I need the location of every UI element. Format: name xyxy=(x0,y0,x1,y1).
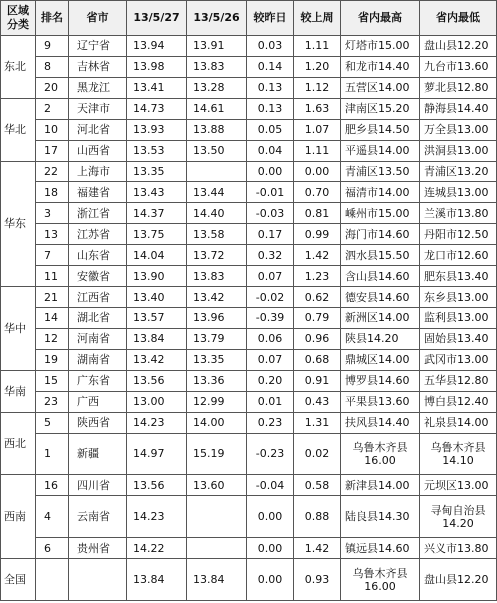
cell-vs-yesterday: 0.20 xyxy=(247,370,294,391)
cell-province: 安徽省 xyxy=(69,266,127,287)
cell-vs-last-week: 0.88 xyxy=(294,496,341,538)
cell-vs-last-week: 1.42 xyxy=(294,538,341,559)
table-row xyxy=(1,328,497,349)
cell-province: 四川省 xyxy=(69,475,127,496)
cell-vs-last-week: 0.58 xyxy=(294,475,341,496)
cell-highest: 扶风县14.40 xyxy=(341,412,420,433)
cell-highest: 和龙市14.40 xyxy=(341,56,420,77)
cell-province: 陕西省 xyxy=(69,412,127,433)
cell-vs-last-week: 1.63 xyxy=(294,98,341,119)
cell-vs-yesterday: 0.01 xyxy=(247,391,294,412)
cell-rank: 11 xyxy=(36,266,69,287)
cell-vs-yesterday: 0.07 xyxy=(247,266,294,287)
cell-lowest: 萝北县12.80 xyxy=(420,77,497,98)
cell-0527: 13.93 xyxy=(127,119,187,140)
cell-lowest: 监利县13.00 xyxy=(420,307,497,328)
table-row xyxy=(1,307,497,328)
cell-highest: 平遥县14.00 xyxy=(341,140,420,161)
cell-province: 黑龙江 xyxy=(69,77,127,98)
region-cell: 华东 xyxy=(1,161,36,287)
cell-0527: 13.94 xyxy=(127,36,187,57)
cell-0527: 14.04 xyxy=(127,245,187,266)
cell-0527: 13.98 xyxy=(127,56,187,77)
national-region-cell: 全国 xyxy=(1,559,36,601)
cell-vs-last-week: 0.43 xyxy=(294,391,341,412)
cell-vs-yesterday: 0.32 xyxy=(247,245,294,266)
cell-lowest: 洪洞县13.00 xyxy=(420,140,497,161)
cell-0526: 13.60 xyxy=(187,475,247,496)
cell-highest: 平果县13.60 xyxy=(341,391,420,412)
cell-0527: 14.97 xyxy=(127,433,187,475)
cell-0527: 14.73 xyxy=(127,98,187,119)
cell-vs-yesterday: -0.04 xyxy=(247,475,294,496)
cell-province xyxy=(69,559,127,601)
cell-0526 xyxy=(187,161,247,182)
cell-0527: 13.75 xyxy=(127,224,187,245)
cell-province: 福建省 xyxy=(69,182,127,203)
cell-lowest: 元坝区13.00 xyxy=(420,475,497,496)
cell-rank: 14 xyxy=(36,307,69,328)
table-row xyxy=(1,119,497,140)
cell-0526: 13.91 xyxy=(187,36,247,57)
table-row xyxy=(1,182,497,203)
cell-province: 山东省 xyxy=(69,245,127,266)
cell-0526: 14.61 xyxy=(187,98,247,119)
cell-vs-yesterday: 0.04 xyxy=(247,140,294,161)
cell-vs-last-week: 1.31 xyxy=(294,412,341,433)
cell-lowest: 万全县13.00 xyxy=(420,119,497,140)
cell-vs-yesterday: -0.01 xyxy=(247,182,294,203)
cell-0526: 13.88 xyxy=(187,119,247,140)
cell-province: 湖北省 xyxy=(69,307,127,328)
cell-province: 江西省 xyxy=(69,287,127,308)
cell-province: 新疆 xyxy=(69,433,127,475)
cell-0527: 13.84 xyxy=(127,559,187,601)
cell-0527: 14.23 xyxy=(127,496,187,538)
table-body xyxy=(1,36,497,601)
cell-highest: 新津县14.00 xyxy=(341,475,420,496)
cell-0526 xyxy=(187,496,247,538)
cell-province: 云南省 xyxy=(69,496,127,538)
cell-lowest: 龙口市12.60 xyxy=(420,245,497,266)
cell-vs-yesterday: 0.13 xyxy=(247,98,294,119)
cell-vs-yesterday: -0.23 xyxy=(247,433,294,475)
table-row xyxy=(1,203,497,224)
cell-lowest: 固始县13.40 xyxy=(420,328,497,349)
cell-vs-yesterday: 0.00 xyxy=(247,161,294,182)
cell-0527: 13.90 xyxy=(127,266,187,287)
table-row xyxy=(1,140,497,161)
cell-0527: 13.53 xyxy=(127,140,187,161)
cell-0527: 13.56 xyxy=(127,475,187,496)
cell-vs-last-week: 0.68 xyxy=(294,349,341,370)
cell-lowest: 盘山县12.20 xyxy=(420,36,497,57)
cell-lowest: 五华县12.80 xyxy=(420,370,497,391)
cell-0526: 13.83 xyxy=(187,266,247,287)
cell-vs-last-week: 0.91 xyxy=(294,370,341,391)
cell-vs-yesterday: 0.17 xyxy=(247,224,294,245)
cell-0526: 13.36 xyxy=(187,370,247,391)
cell-vs-last-week: 1.11 xyxy=(294,36,341,57)
cell-highest: 陕县14.20 xyxy=(341,328,420,349)
cell-highest: 五营区14.00 xyxy=(341,77,420,98)
table-row xyxy=(1,538,497,559)
cell-lowest: 寻甸自治县 14.20 xyxy=(420,496,497,538)
region-cell: 西南 xyxy=(1,475,36,559)
cell-vs-last-week: 0.93 xyxy=(294,559,341,601)
cell-highest: 青浦区13.50 xyxy=(341,161,420,182)
cell-province: 山西省 xyxy=(69,140,127,161)
cell-highest: 新洲区14.00 xyxy=(341,307,420,328)
cell-highest: 灯塔市15.00 xyxy=(341,36,420,57)
cell-highest: 乌鲁木齐县 16.00 xyxy=(341,559,420,601)
cell-province: 河北省 xyxy=(69,119,127,140)
table-row xyxy=(1,224,497,245)
cell-rank: 22 xyxy=(36,161,69,182)
header-vs-yesterday: 较昨日 xyxy=(247,1,294,36)
header-date-0526: 13/5/26 xyxy=(187,1,247,36)
cell-lowest: 盘山县12.20 xyxy=(420,559,497,601)
cell-rank: 21 xyxy=(36,287,69,308)
cell-province: 浙江省 xyxy=(69,203,127,224)
cell-highest: 陆良县14.30 xyxy=(341,496,420,538)
cell-vs-last-week: 1.42 xyxy=(294,245,341,266)
table-row xyxy=(1,496,497,538)
cell-vs-last-week: 0.62 xyxy=(294,287,341,308)
cell-rank xyxy=(36,559,69,601)
cell-lowest: 静海县14.40 xyxy=(420,98,497,119)
cell-vs-yesterday: 0.13 xyxy=(247,77,294,98)
cell-0526: 13.44 xyxy=(187,182,247,203)
cell-rank: 7 xyxy=(36,245,69,266)
cell-rank: 19 xyxy=(36,349,69,370)
cell-0526: 13.28 xyxy=(187,77,247,98)
cell-vs-yesterday: -0.02 xyxy=(247,287,294,308)
table-row xyxy=(1,287,497,308)
region-cell: 华北 xyxy=(1,98,36,161)
cell-province: 吉林省 xyxy=(69,56,127,77)
cell-0526: 13.35 xyxy=(187,349,247,370)
cell-province: 广西 xyxy=(69,391,127,412)
cell-lowest: 东乡县13.00 xyxy=(420,287,497,308)
header-province: 省市 xyxy=(69,1,127,36)
cell-rank: 10 xyxy=(36,119,69,140)
cell-vs-last-week: 0.81 xyxy=(294,203,341,224)
header-row xyxy=(1,1,497,36)
cell-vs-yesterday: 0.00 xyxy=(247,496,294,538)
cell-rank: 3 xyxy=(36,203,69,224)
cell-highest: 福清市14.00 xyxy=(341,182,420,203)
cell-province: 江苏省 xyxy=(69,224,127,245)
cell-lowest: 武冈市13.00 xyxy=(420,349,497,370)
cell-0527: 13.43 xyxy=(127,182,187,203)
cell-0527: 14.37 xyxy=(127,203,187,224)
region-cell: 东北 xyxy=(1,36,36,99)
cell-vs-yesterday: 0.05 xyxy=(247,119,294,140)
cell-0526: 13.42 xyxy=(187,287,247,308)
cell-0526: 13.58 xyxy=(187,224,247,245)
cell-0526: 14.00 xyxy=(187,412,247,433)
cell-highest: 海门市14.60 xyxy=(341,224,420,245)
cell-lowest: 博白县12.40 xyxy=(420,391,497,412)
cell-rank: 8 xyxy=(36,56,69,77)
header-date-0527: 13/5/27 xyxy=(127,1,187,36)
cell-lowest: 乌鲁木齐县 14.10 xyxy=(420,433,497,475)
cell-vs-yesterday: -0.39 xyxy=(247,307,294,328)
cell-province: 天津市 xyxy=(69,98,127,119)
cell-0527: 13.40 xyxy=(127,287,187,308)
cell-rank: 9 xyxy=(36,36,69,57)
cell-highest: 肥乡县14.50 xyxy=(341,119,420,140)
cell-0527: 13.57 xyxy=(127,307,187,328)
cell-0526: 13.50 xyxy=(187,140,247,161)
cell-rank: 1 xyxy=(36,433,69,475)
cell-rank: 23 xyxy=(36,391,69,412)
cell-0527: 13.00 xyxy=(127,391,187,412)
cell-0526 xyxy=(187,538,247,559)
table-row xyxy=(1,161,497,182)
cell-0526: 13.84 xyxy=(187,559,247,601)
cell-highest: 乌鲁木齐县 16.00 xyxy=(341,433,420,475)
cell-province: 广东省 xyxy=(69,370,127,391)
header-region: 区域分类 xyxy=(1,1,36,36)
region-cell: 华南 xyxy=(1,370,36,412)
cell-rank: 5 xyxy=(36,412,69,433)
cell-vs-yesterday: 0.07 xyxy=(247,349,294,370)
cell-province: 辽宁省 xyxy=(69,36,127,57)
cell-highest: 镇远县14.60 xyxy=(341,538,420,559)
cell-rank: 2 xyxy=(36,98,69,119)
cell-rank: 12 xyxy=(36,328,69,349)
cell-vs-last-week: 1.12 xyxy=(294,77,341,98)
cell-rank: 6 xyxy=(36,538,69,559)
table-row xyxy=(1,433,497,475)
cell-rank: 13 xyxy=(36,224,69,245)
cell-lowest: 礼泉县14.00 xyxy=(420,412,497,433)
cell-vs-last-week: 1.11 xyxy=(294,140,341,161)
cell-0526: 13.72 xyxy=(187,245,247,266)
cell-vs-yesterday: 0.23 xyxy=(247,412,294,433)
table-row xyxy=(1,370,497,391)
cell-vs-yesterday: 0.14 xyxy=(247,56,294,77)
table-row xyxy=(1,245,497,266)
cell-0527: 13.35 xyxy=(127,161,187,182)
cell-lowest: 丹阳市12.50 xyxy=(420,224,497,245)
cell-vs-last-week: 0.99 xyxy=(294,224,341,245)
cell-vs-last-week: 1.07 xyxy=(294,119,341,140)
cell-0526: 13.96 xyxy=(187,307,247,328)
cell-highest: 德安县14.60 xyxy=(341,287,420,308)
cell-0527: 14.22 xyxy=(127,538,187,559)
table-row xyxy=(1,98,497,119)
cell-0526: 13.83 xyxy=(187,56,247,77)
cell-province: 上海市 xyxy=(69,161,127,182)
cell-highest: 博罗县14.60 xyxy=(341,370,420,391)
cell-vs-yesterday: -0.03 xyxy=(247,203,294,224)
cell-vs-last-week: 1.20 xyxy=(294,56,341,77)
cell-0527: 13.42 xyxy=(127,349,187,370)
national-total-row xyxy=(1,559,497,601)
cell-highest: 鼎城区14.00 xyxy=(341,349,420,370)
cell-highest: 嵊州市15.00 xyxy=(341,203,420,224)
region-cell: 西北 xyxy=(1,412,36,475)
cell-rank: 17 xyxy=(36,140,69,161)
table-row xyxy=(1,266,497,287)
cell-highest: 含山县14.60 xyxy=(341,266,420,287)
cell-vs-last-week: 0.70 xyxy=(294,182,341,203)
cell-vs-yesterday: 0.00 xyxy=(247,538,294,559)
cell-rank: 15 xyxy=(36,370,69,391)
cell-highest: 泗水县15.50 xyxy=(341,245,420,266)
header-vs-last-week: 较上周 xyxy=(294,1,341,36)
header-lowest: 省内最低 xyxy=(420,1,497,36)
cell-lowest: 肥东县13.40 xyxy=(420,266,497,287)
cell-0526: 14.40 xyxy=(187,203,247,224)
cell-0526: 12.99 xyxy=(187,391,247,412)
cell-lowest: 九台市13.60 xyxy=(420,56,497,77)
table-row xyxy=(1,77,497,98)
cell-0527: 14.23 xyxy=(127,412,187,433)
cell-province: 河南省 xyxy=(69,328,127,349)
cell-lowest: 青浦区13.20 xyxy=(420,161,497,182)
cell-vs-yesterday: 0.03 xyxy=(247,36,294,57)
table-row xyxy=(1,349,497,370)
cell-0526: 15.19 xyxy=(187,433,247,475)
cell-rank: 4 xyxy=(36,496,69,538)
cell-0527: 13.41 xyxy=(127,77,187,98)
table-row xyxy=(1,391,497,412)
cell-province: 贵州省 xyxy=(69,538,127,559)
cell-vs-last-week: 0.79 xyxy=(294,307,341,328)
cell-0527: 13.56 xyxy=(127,370,187,391)
cell-rank: 20 xyxy=(36,77,69,98)
cell-province: 湖南省 xyxy=(69,349,127,370)
cell-0526: 13.79 xyxy=(187,328,247,349)
table-row xyxy=(1,36,497,57)
cell-rank: 16 xyxy=(36,475,69,496)
cell-vs-last-week: 1.23 xyxy=(294,266,341,287)
header-rank: 排名 xyxy=(36,1,69,36)
header-highest: 省内最高 xyxy=(341,1,420,36)
cell-lowest: 兴义市13.80 xyxy=(420,538,497,559)
table-row xyxy=(1,475,497,496)
region-cell: 华中 xyxy=(1,287,36,371)
table-row xyxy=(1,412,497,433)
cell-lowest: 连城县13.00 xyxy=(420,182,497,203)
cell-0527: 13.84 xyxy=(127,328,187,349)
cell-rank: 18 xyxy=(36,182,69,203)
cell-vs-last-week: 0.00 xyxy=(294,161,341,182)
cell-vs-yesterday: 0.00 xyxy=(247,559,294,601)
cell-vs-last-week: 0.96 xyxy=(294,328,341,349)
cell-vs-yesterday: 0.06 xyxy=(247,328,294,349)
table-row xyxy=(1,56,497,77)
cell-highest: 津南区15.20 xyxy=(341,98,420,119)
cell-lowest: 兰溪市13.80 xyxy=(420,203,497,224)
cell-vs-last-week: 0.02 xyxy=(294,433,341,475)
